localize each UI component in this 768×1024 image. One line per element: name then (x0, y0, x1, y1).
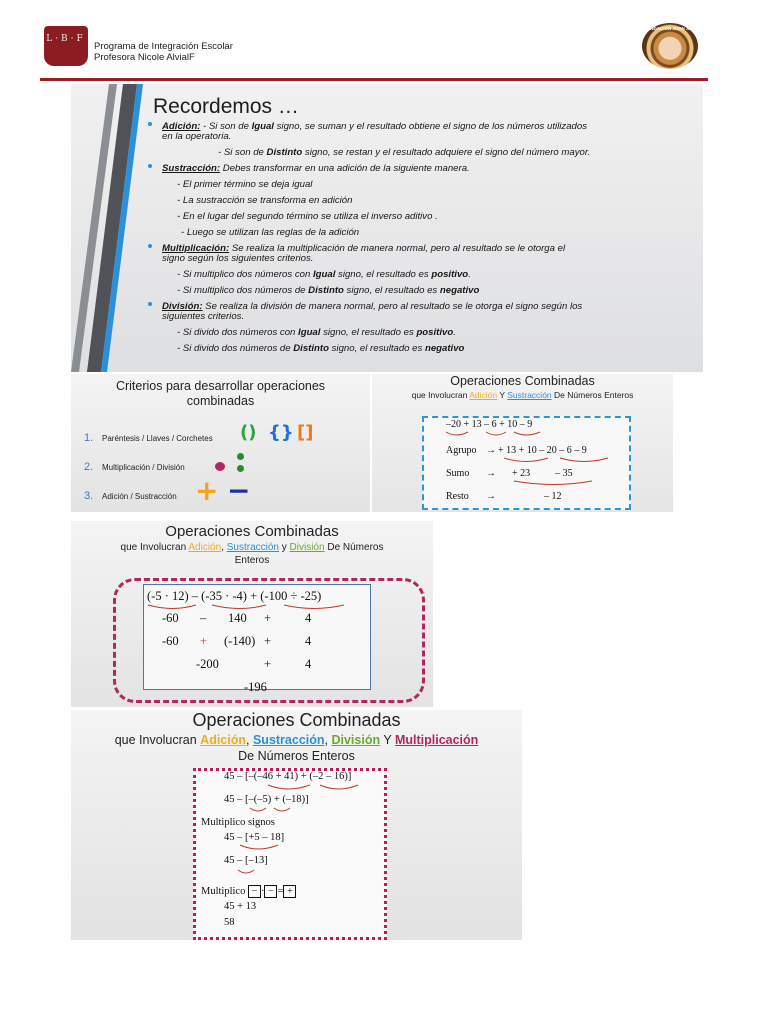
text: - Si multiplico dos números de (177, 285, 309, 296)
criterion-label: Adición / Sustracción (102, 492, 177, 501)
sign-arrows (248, 806, 308, 816)
division-dot-icon (237, 465, 244, 472)
school-logo-symbols: L·B·F (46, 34, 86, 44)
criterion-number: 1. (84, 432, 94, 444)
division-line2: siguientes criterios. (162, 311, 245, 322)
text: y (278, 542, 290, 553)
step-label: Agrupo (446, 445, 477, 456)
minus-sign-box: − (264, 885, 277, 898)
step-operator: + (200, 634, 208, 648)
subtitle-line (71, 732, 522, 748)
text: Y (497, 390, 508, 400)
step-value: – 12 (544, 491, 562, 502)
criterion-number: 3. (84, 490, 94, 502)
multiplicacion-line2: signo según los siguientes criterios. (162, 253, 314, 264)
slide-adicion-sustraccion (372, 374, 673, 512)
text: signo, el resultado es (335, 269, 432, 280)
example-expression: –20 + 13 – 6 + 10 – 9 (446, 419, 533, 430)
keyword-sustraccion: Sustracción (507, 390, 552, 400)
grouping-brace (512, 480, 602, 488)
text: - Si son de (218, 147, 267, 158)
division-rule1 (177, 328, 456, 338)
text: signo, el resultado es (343, 285, 440, 296)
text: - Si divido dos números de (177, 343, 294, 354)
sustraccion-step: - El primer término se deja igual (177, 179, 313, 190)
text: Y (380, 733, 395, 747)
keyword-adicion: Adición (188, 542, 222, 553)
slide-title: Recordemos … (153, 95, 299, 118)
brackets-symbol: [] (297, 422, 314, 443)
slide-decoration-stripes (71, 84, 151, 372)
step-label: Multiplico signos (201, 817, 275, 828)
example-box (193, 768, 387, 940)
text: , (246, 733, 253, 747)
slide-recordemos (71, 84, 703, 372)
sustraccion-step: - En el lugar del segundo término se utiliza el inverso aditivo . (177, 211, 438, 222)
sign-rule (201, 885, 296, 898)
header-teacher: Profesora Nicole AlvialF (94, 52, 195, 63)
division-rule2 (177, 344, 464, 354)
text: que Involucran (411, 390, 470, 400)
parentheses-symbol: () (240, 422, 257, 443)
bullet-icon (148, 122, 152, 126)
keyword-division: División (331, 733, 381, 747)
header-program: Programa de Integración Escolar (94, 41, 233, 52)
slide-title (71, 379, 370, 409)
step-line: 45 + 13 (224, 901, 257, 912)
keyword-adicion: Adición (200, 733, 247, 747)
subtitle-line: Enteros (234, 555, 270, 566)
text: Debes transformar en una adición de la siguiente manera. (220, 163, 470, 174)
text: Se realiza la división de manera normal, pero al resultado se le otorga el signo según los (202, 301, 583, 312)
header-text (94, 41, 233, 63)
plus-sign-box: + (283, 885, 296, 898)
foundation-seal-text: FUNDACION JUAN XXIII (644, 26, 696, 31)
slide-adicion-sustraccion-division (71, 521, 433, 707)
step-line: 45 – [–13] (224, 855, 268, 866)
step-label: Sumo (446, 468, 470, 479)
sustraccion-step: - La sustracción se transforma en adición (177, 195, 353, 206)
sustraccion-label: Sustracción: (162, 163, 221, 174)
step-term: 140 (228, 611, 247, 625)
step-term: 4 (305, 611, 312, 625)
keyword: positivo (416, 327, 454, 338)
text: que Involucran (114, 733, 201, 747)
adicion-label: Adición: (162, 121, 201, 132)
text: - Si divido dos números con (177, 327, 299, 338)
example-expression: 45 – [–(–46 + 41) + (–2 – 16)] (224, 771, 352, 782)
step-term: -60 (162, 634, 179, 648)
grouping-braces (502, 457, 612, 465)
keyword: negativo (439, 285, 480, 296)
text: De Números Enteros (551, 390, 634, 400)
keyword: Igual (298, 327, 321, 338)
example-expression: (-5 · 12) – (-35 · -4) + (-100 ÷ -25) (147, 589, 322, 603)
school-logo (44, 26, 88, 66)
adicion-line3 (218, 148, 590, 158)
subtitle-line (71, 541, 433, 554)
header-divider (40, 78, 708, 81)
multiplicacion-label: Multiplicación: (162, 243, 230, 254)
grouping-braces (266, 784, 376, 794)
bullet-icon (148, 244, 152, 248)
keyword-adicion: Adición (469, 390, 498, 400)
braces-symbol: {} (268, 422, 294, 443)
title-line: combinadas (186, 394, 255, 408)
keyword-division: División (289, 542, 325, 553)
keyword-sustraccion: Sustracción (252, 733, 325, 747)
keyword-multiplicacion: Multiplicación (394, 733, 479, 747)
step-label: Multiplico (201, 885, 246, 897)
sustraccion-step: - Luego se utilizan las reglas de la adición (181, 227, 360, 238)
step-value: + 13 + 10 – 20 – 6 – 9 (498, 445, 587, 456)
criterion-label: Multiplicación / División (102, 463, 185, 472)
step-label: Resto (446, 491, 469, 502)
keyword: Distinto (308, 285, 344, 296)
keyword: positivo (431, 269, 469, 280)
multiplicacion-rule2 (177, 286, 479, 296)
minus-sign-box: − (248, 885, 261, 898)
example-box (143, 584, 371, 694)
text: . (453, 327, 456, 338)
criterion-number: 2. (84, 461, 94, 473)
plus-symbol: + (195, 474, 219, 507)
step-line: 45 – [+5 – 18] (224, 832, 285, 843)
step-term: -60 (162, 611, 179, 625)
sign-arrow (236, 868, 266, 878)
keyword: negativo (424, 343, 465, 354)
text: - Si multiplico dos números con (177, 269, 313, 280)
keyword: Distinto (293, 343, 329, 354)
adicion-line2: en la operatoria. (162, 131, 232, 142)
result: -196 (244, 680, 267, 694)
result: 58 (224, 917, 235, 928)
minus-symbol: − (227, 474, 251, 507)
step-line: 45 – [–(–5) + (–18)] (224, 794, 309, 805)
multiplication-dot-icon (215, 462, 225, 471)
slide-title: Operaciones Combinadas (192, 710, 401, 730)
slide-title: Operaciones Combinadas (165, 523, 339, 540)
slide-subtitle (71, 732, 522, 764)
step-term: (-140) (224, 634, 256, 648)
division-dot-icon (237, 453, 244, 460)
text: , (324, 733, 332, 747)
slide-title: Operaciones Combinadas (450, 374, 595, 388)
dot-operator: · (260, 885, 265, 897)
step-operator: + (264, 657, 272, 671)
slide-criterios (71, 374, 370, 512)
step-operator: + (264, 634, 272, 648)
text: , (221, 542, 227, 553)
arrow-icon: → (486, 491, 496, 502)
division-label: División: (162, 301, 203, 312)
bullet-icon (148, 164, 152, 168)
text: - Si son de (200, 121, 252, 132)
title-line: Criterios para desarrollar operaciones (115, 379, 326, 393)
keyword: Igual (312, 269, 336, 280)
bullet-icon (148, 302, 152, 306)
example-box (422, 416, 631, 510)
criterion-label: Paréntesis / Llaves / Corchetes (102, 434, 213, 443)
slide-subtitle (372, 390, 673, 400)
text: signo, el resultado es (320, 327, 417, 338)
arrow-icon: → (486, 468, 496, 479)
keyword: Igual (251, 121, 274, 132)
step-term: -200 (196, 657, 219, 671)
text: signo, el resultado es (328, 343, 425, 354)
step-term: 4 (305, 634, 312, 648)
slide-four-operations (71, 710, 522, 940)
text: signo, se suman y el resultado obtiene el signo de los números utilizados (273, 121, 588, 132)
text: . (468, 269, 471, 280)
grouping-braces (146, 604, 370, 612)
step-term: 4 (305, 657, 312, 671)
grouping-brace (238, 844, 288, 854)
text: signo, se restan y el resultado adquiere el signo del número mayor. (302, 147, 591, 158)
step-operator: + (264, 611, 272, 625)
text: que Involucran (120, 542, 189, 553)
step-value: + 23 – 35 (512, 468, 573, 479)
text: Se realiza la multiplicación de manera normal, pero al resultado se le otorga el (229, 243, 566, 254)
multiplicacion-rule1 (177, 270, 471, 280)
slide-subtitle (71, 541, 433, 567)
equals-operator: = (277, 885, 284, 897)
text: De Números (324, 542, 384, 553)
arrow-icon: → (486, 445, 496, 456)
sustraccion-line (162, 164, 470, 174)
keyword: Distinto (266, 147, 303, 158)
keyword-sustraccion: Sustracción (226, 542, 279, 553)
subtitle-line: De Números Enteros (238, 749, 355, 763)
step-operator: – (200, 611, 207, 625)
foundation-seal (642, 23, 698, 69)
grouping-braces (444, 431, 574, 439)
